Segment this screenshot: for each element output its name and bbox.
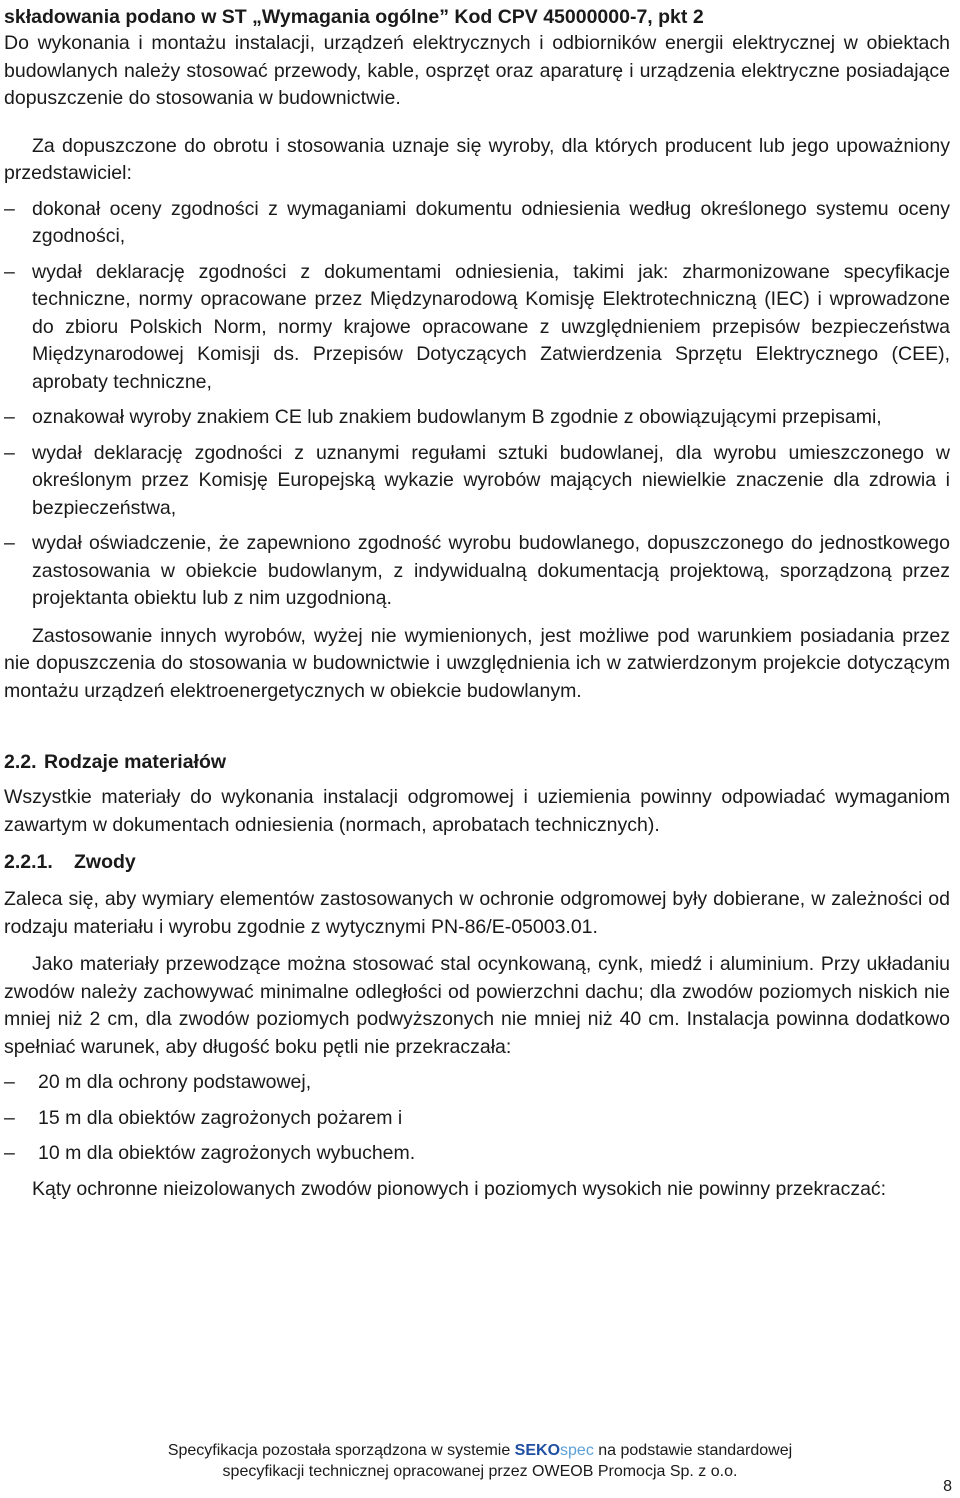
list-item [4,1069,950,1097]
paragraph-6: Jako materiały przewodzące można stosować stal ocynkowaną, cynk, miedź i aluminium. Przy układaniu zwodów należy zachowywać minimalne odległości od powierzchni dachu; dla zwodów poziomych niskich nie mniej niż 2 cm, dla zwodów poziomych podwyższonych nie mniej niż 40 cm. Instalacja powinna dodatkowo spełniać warunek, aby długość boku pętli nie przekraczała: [4,953,950,1058]
list-item-text: 20 m dla ochrony podstawowej, [38,1071,312,1093]
section-number: 2.2.1. [4,851,53,873]
list-item [4,196,950,251]
brand-logo-seko: SEKO [514,1442,561,1459]
top-heading: składowania podano w ST „Wymagania ogólne” Kod CPV 45000000-7, pkt 2 [4,6,704,28]
list-item [4,404,950,432]
dash-marker: – [4,441,15,464]
paragraph-3: Zastosowanie innych wyrobów, wyżej nie wymienionych, jest możliwe pod warunkiem posiadania przez nie dopuszczenia do stosowania w budownictwie i uwzględnienia ich w zatwierdzonym projekcie dotyczącym montażu urządzeń elektroenergetycznych w obiekcie budowlanym. [4,624,950,702]
dash-marker: – [4,260,15,283]
document-page [4,0,950,1203]
section-heading-2-2 [4,749,950,776]
list-item [4,440,950,523]
dash-marker: – [4,406,15,428]
paragraph-1: Do wykonania i montażu instalacji, urządzeń elektrycznych i odbiorników energii elektrycznej w obiektach budowlanych należy stosować przewody, kable, osprzęt oraz aparaturę i urządzenia elektryczne posiadające dopuszczenie do stosowania w budownictwie. [4,32,950,109]
section-number: 2.2. [4,751,37,773]
footer-line-2: specyfikacji technicznej opracowanej przez OWEOB Promocja Sp. z o.o. [222,1463,738,1480]
list-item-text: 15 m dla obiektów zagrożonych pożarem i [38,1106,403,1129]
paragraph-7: Kąty ochronne nieizolowanych zwodów pionowych i poziomych wysokich nie powinny przekraczać: [32,1177,887,1200]
paragraph-5: Zaleca się, aby wymiary elementów zastosowanych w ochronie odgromowej były dobierane, w zależności od rodzaju materiału i wyrobu zgodnie z wytycznymi PN-86/E-05003.01. [4,888,950,938]
list-item [4,259,950,397]
section-heading-2-2-1 [4,849,950,876]
list-item [4,1140,950,1168]
list-item-text: 10 m dla obiektów zagrożonych wybuchem. [38,1142,416,1164]
footer-line-1 [0,1440,960,1461]
dash-marker: – [4,197,15,220]
footer-text: na podstawie standardowej [593,1442,793,1459]
loop-length-list [4,1069,950,1168]
section-title: Rodzaje materiałów [44,751,227,773]
footer-text: Specyfikacja pozostała sporządzona w systemie [167,1442,515,1459]
list-item-text: wydał oświadczenie, że zapewniono zgodność wyrobu budowlanego, dopuszczonego do jednostkowego zastosowania w obiekcie budowlanym, z indywidualną dokumentacją projektową, sporządzoną przez projektanta obiektu lub z nim uzgodnioną. [32,532,950,609]
section-title: Zwody [74,851,136,873]
list-item [4,530,950,613]
paragraph-4: Wszystkie materiały do wykonania instalacji odgromowej i uziemienia powinny odpowiadać wymaganiom zawartym w dokumentach odniesienia (normach, aprobatach technicznych). [4,786,950,836]
dash-marker: – [4,1142,15,1164]
dash-marker: – [4,1106,15,1129]
dash-marker: – [4,1071,15,1093]
list-item-text: oznakował wyroby znakiem CE lub znakiem budowlanym B zgodnie z obowiązującymi przepisami, [32,406,882,428]
list-item-text: wydał deklarację zgodności z uznanymi regułami sztuki budowlanej, dla wyrobu umieszczonego w określonym przez Komisję Europejską wykazie wyrobów mających niewielkie znaczenie dla zdrowia i bezpieczeństwa, [32,441,950,519]
list-item [4,1105,950,1133]
page-number: 8 [943,1478,952,1495]
page-footer [0,1440,960,1482]
paragraph-2: Za dopuszczone do obrotu i stosowania uznaje się wyroby, dla których producent lub jego upoważniony przedstawiciel: [4,134,950,184]
list-item-text: wydał deklarację zgodności z dokumentami odniesienia, takimi jak: zharmonizowane specyfikacje techniczne, normy opracowane przez Międzynarodową Komisję Elektrotechniczną (IEC) i wprowadzone do zbioru Polskich Norm, normy krajowe opracowane z uwzględnieniem przepisów bezpieczeństwa Międzynarodowej Komisji ds. Przepisów Dotyczących Zatwierdzenia Sprzętu Elektrycznego (CEE), aprobaty techniczne, [32,260,950,393]
conformity-list [4,196,950,613]
brand-logo-spec: spec [560,1442,594,1459]
list-item-text: dokonał oceny zgodności z wymaganiami dokumentu odniesienia według określonego systemu oceny zgodności, [32,197,950,247]
dash-marker: – [4,532,15,554]
